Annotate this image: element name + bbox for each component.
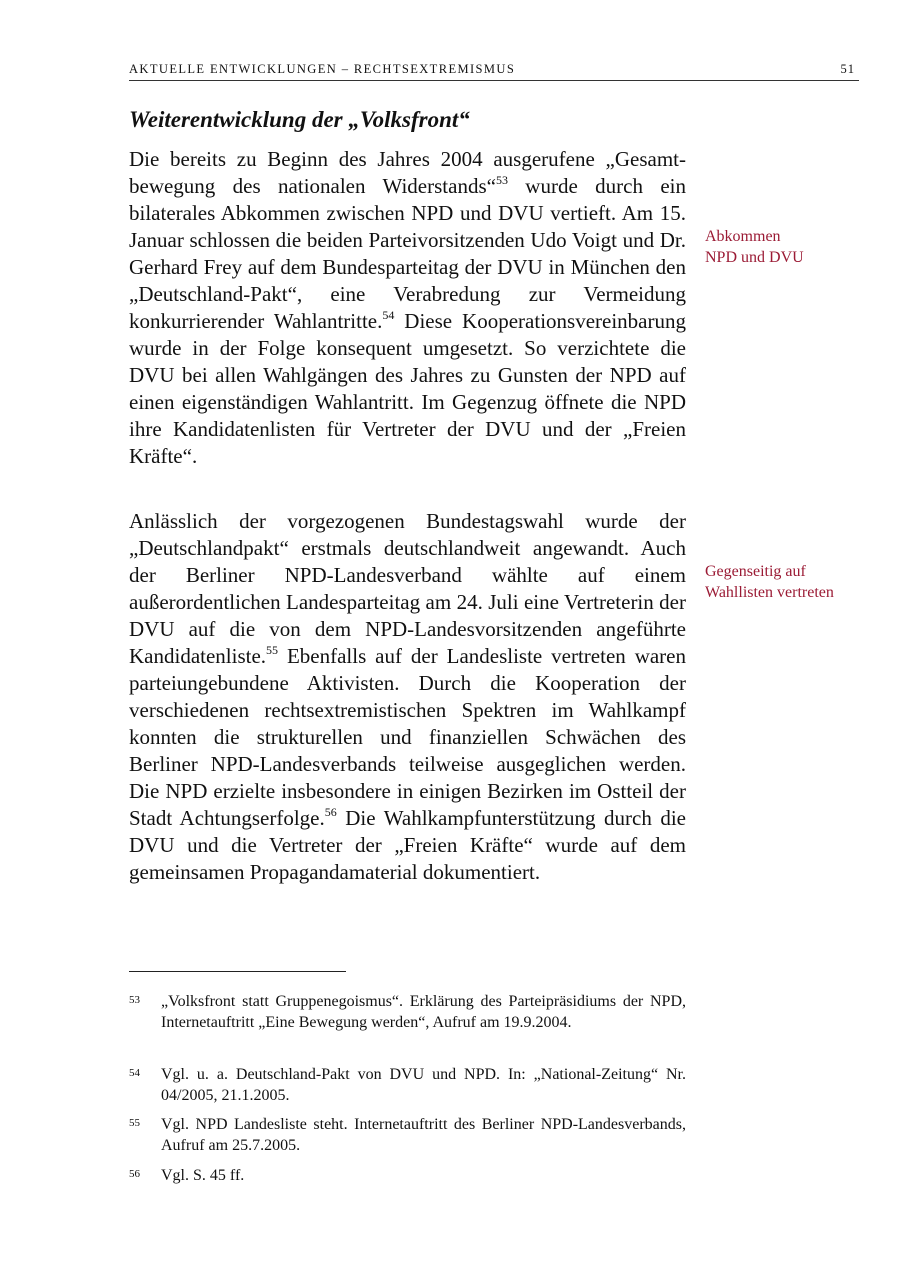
- margin-note-line: Abkommen: [705, 228, 781, 245]
- footnote-ref-53[interactable]: 53: [495, 173, 508, 187]
- footnote-text: „Volksfront statt Gruppenegoismus“. Erklärung des Parteipräsidiums der NPD, Internetauftritt „Eine Bewegung werden“, Aufruf am 19.9.2004.: [161, 993, 686, 1031]
- page-number: 51: [840, 62, 855, 76]
- footnote-56: [129, 1165, 686, 1186]
- footnote-number: 53: [129, 994, 140, 1006]
- footnote-text: Vgl. u. a. Deutschland-Pakt von DVU und NPD. In: „National-Zeitung“ Nr. 04/2005, 21.1.2005.: [161, 1066, 686, 1104]
- section-heading: Weiterentwicklung der „Volksfront“: [129, 107, 470, 132]
- footnote-ref-54[interactable]: 54: [382, 308, 395, 322]
- footnote-number: 56: [129, 1168, 140, 1180]
- paragraph-text: wurde durch ein bilaterales Abkommen zwischen NPD und DVU vertieft. Am 15. Januar schlossen die beiden Parteivorsitzenden Udo Voigt und Dr. Gerhard Frey auf dem Bundesparteitag der DVU in München den „Deutschland-Pakt“, eine Verabredung zur Vermeidung konkurrierender Wahlantritte.: [129, 174, 686, 333]
- footnote-number: 55: [129, 1117, 140, 1129]
- header-title: AKTUELLE ENTWICKLUNGEN – RECHTSEXTREMISMUS: [129, 62, 516, 76]
- running-header: [129, 62, 859, 81]
- footnote-ref-56[interactable]: 56: [324, 805, 337, 819]
- footnote-number: 54: [129, 1067, 140, 1079]
- footnote-text: Vgl. NPD Landesliste steht. Internetauftritt des Berliner NPD-Landesverbands, Aufruf am 25.7.2005.: [161, 1116, 686, 1154]
- paragraph-text: Anlässlich der vorgezogenen Bundestagswahl wurde der „Deutschlandpakt“ erstmals deutschlandweit angewandt. Auch der Berliner NPD-Landesverband wählte auf einem außerordentlichen Landesparteitag am 24. Juli eine Vertreterin der DVU auf die von dem NPD-Landesvorsitzenden angeführte Kandidatenliste.: [129, 509, 686, 668]
- paragraph-text: Diese Kooperationsvereinbarung wurde in der Folge konsequent umgesetzt. So verzichtete die DVU bei allen Wahlgängen des Jahres zu Gunsten der NPD auf einen eigenständigen Wahlantritt. Im Gegenzug öffnete die NPD ihre Kandidatenlisten für Vertreter der DVU und der „Freien Kräfte“.: [129, 309, 686, 468]
- margin-note-abkommen: [705, 226, 885, 268]
- margin-note-line: NPD und DVU: [705, 249, 804, 266]
- margin-note-line: Wahllisten vertreten: [705, 584, 834, 601]
- footnote-ref-55[interactable]: 55: [266, 643, 279, 657]
- paragraph-text: Die Wahlkampfunterstützung durch die DVU und die Vertreter der „Freien Kräfte“ wurde auf dem gemeinsamen Propagandamaterial dokumentiert.: [129, 806, 687, 884]
- margin-note-line: Gegenseitig auf: [705, 563, 806, 580]
- paragraph-text: Ebenfalls auf der Landesliste vertreten waren parteiungebundene Aktivisten. Durch die Kooperation der verschiedenen rechtsextremistischen Spektren im Wahlkampf konnten die strukturellen und finanziellen Schwächen des Berliner NPD-Landesverbands teilweise ausgeglichen werden. Die NPD erzielte insbesondere in einigen Bezirken im Ostteil der Stadt Achtungserfolge.: [129, 644, 686, 830]
- footnote-54: [129, 1064, 686, 1106]
- footnote-divider: [129, 971, 346, 972]
- body-paragraph-1: [129, 146, 686, 470]
- footnote-53: [129, 991, 686, 1033]
- margin-note-wahllisten: [705, 561, 885, 603]
- body-paragraph-2: [129, 508, 686, 886]
- paragraph-text: Die bereits zu Beginn des Jahres 2004 ausgerufene „Gesamtbewegung des nationalen Widerstands“: [129, 147, 686, 198]
- footnote-55: [129, 1114, 686, 1156]
- footnote-text: Vgl. S. 45 ff.: [161, 1167, 245, 1184]
